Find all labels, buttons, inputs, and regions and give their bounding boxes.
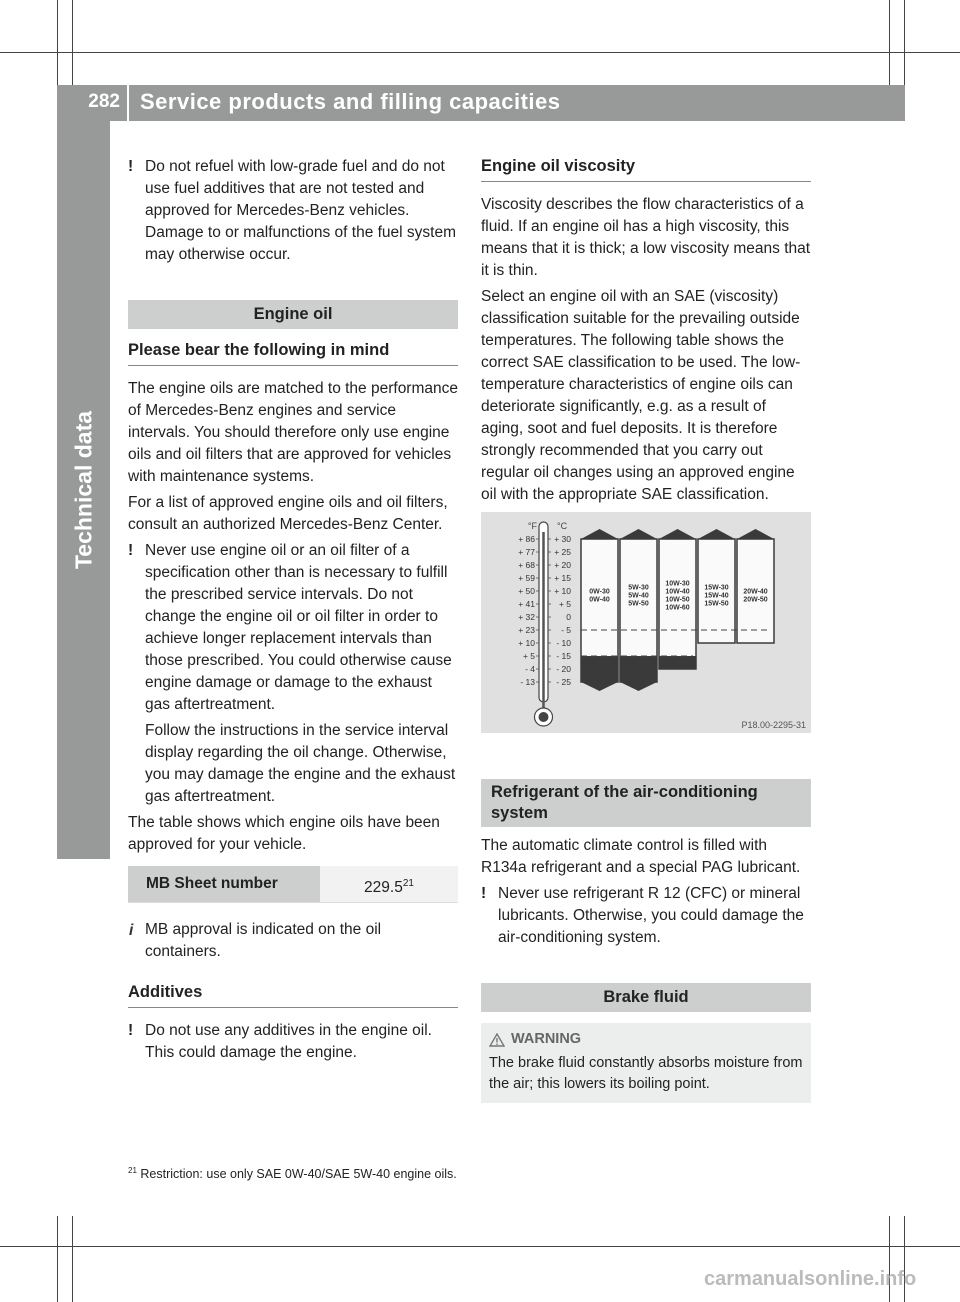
brake-fluid-heading: Brake fluid bbox=[481, 983, 811, 1012]
footnote bbox=[128, 1166, 457, 1181]
fuel-warning bbox=[128, 156, 458, 266]
viscosity-grade-label: 15W-40 bbox=[704, 592, 729, 600]
crop-mark bbox=[0, 1246, 960, 1247]
warning-title bbox=[489, 1029, 803, 1050]
temp-f-label: + 59 bbox=[518, 573, 535, 583]
info-note bbox=[128, 919, 458, 963]
right-column bbox=[481, 155, 811, 1103]
viscosity-heading: Engine oil viscosity bbox=[481, 155, 811, 182]
temp-c-label: 0 bbox=[566, 612, 571, 622]
footnote-text: Restriction: use only SAE 0W-40/SAE 5W-40 engine oils. bbox=[140, 1167, 457, 1182]
page-title: Service products and filling capacities bbox=[140, 89, 561, 114]
page-number: 282 bbox=[88, 91, 120, 112]
exclamation-icon: ! bbox=[481, 885, 487, 902]
figure-code: P18.00-2295-31 bbox=[741, 720, 806, 730]
unit-f-label: °F bbox=[527, 521, 537, 531]
viscosity-grade-label: 20W-40 bbox=[743, 588, 768, 596]
viscosity-grade-label: 15W-50 bbox=[704, 600, 729, 608]
temp-c-label: - 15 bbox=[556, 651, 571, 661]
viscosity-grade-label: 10W-40 bbox=[665, 588, 690, 596]
table-header: MB Sheet number bbox=[128, 866, 320, 902]
footnote-ref: 21 bbox=[402, 878, 414, 889]
column-arrow-bottom bbox=[620, 682, 657, 691]
crop-mark bbox=[0, 52, 960, 53]
crop-mark bbox=[904, 0, 905, 86]
viscosity-bar-dark bbox=[581, 656, 618, 682]
paragraph: The engine oils are matched to the performance of Mercedes-Benz engines and service intervals. You should therefore only use engine oils and oil filters that are approved for vehicles with maintenance systems. bbox=[128, 380, 458, 485]
viscosity-grade-label: 10W-50 bbox=[665, 596, 690, 604]
temp-f-label: - 4 bbox=[525, 664, 535, 674]
viscosity-grade-label: 5W-50 bbox=[628, 600, 649, 608]
temp-f-label: - 13 bbox=[520, 677, 535, 687]
column-arrow-bottom bbox=[581, 682, 618, 691]
temp-f-label: + 10 bbox=[518, 638, 535, 648]
temp-f-label: + 5 bbox=[522, 651, 535, 661]
temp-f-label: + 50 bbox=[518, 586, 535, 596]
header-divider bbox=[127, 85, 129, 121]
column-arrow-top bbox=[698, 529, 735, 539]
temp-f-label: + 32 bbox=[518, 612, 535, 622]
viscosity-grade-label: 15W-30 bbox=[704, 584, 729, 592]
temp-f-label: + 86 bbox=[518, 534, 535, 544]
additives-warning-text: Do not use any additives in the engine oil. This could damage the engine. bbox=[145, 1022, 432, 1061]
paragraph: The automatic climate control is filled with R134a refrigerant and a special PAG lubricant. bbox=[481, 837, 801, 876]
viscosity-grade-label: 10W-60 bbox=[665, 604, 690, 612]
temp-f-label: + 68 bbox=[518, 560, 535, 570]
temp-f-label: + 41 bbox=[518, 599, 535, 609]
oil-warning bbox=[128, 540, 458, 716]
paragraph: The table shows which engine oils have been approved for your vehicle. bbox=[128, 814, 440, 853]
crop-mark bbox=[889, 0, 890, 86]
temp-c-label: - 25 bbox=[556, 677, 571, 687]
column-arrow-top bbox=[737, 529, 774, 539]
fuel-warning-text: Do not refuel with low-grade fuel and do not use fuel additives that are not tested and approved for Mercedes-Benz vehicles. Damage to or malfunctions of the fuel system may otherwise occur. bbox=[145, 158, 457, 263]
column-arrow-top bbox=[659, 529, 696, 539]
temp-c-label: - 20 bbox=[556, 664, 571, 674]
temp-c-label: - 10 bbox=[556, 638, 571, 648]
temp-c-label: + 20 bbox=[554, 560, 571, 570]
column-arrow-top bbox=[620, 529, 657, 539]
unit-c-label: °C bbox=[557, 521, 568, 531]
watermark: carmanualsonline.info bbox=[704, 1268, 917, 1290]
info-icon: i bbox=[129, 922, 134, 939]
temp-f-label: + 23 bbox=[518, 625, 535, 635]
thermometer-bulb-fill bbox=[539, 712, 549, 722]
viscosity-grade-label: 0W-40 bbox=[589, 596, 610, 604]
viscosity-grade-label: 20W-50 bbox=[743, 596, 768, 604]
temp-c-label: + 5 bbox=[558, 599, 571, 609]
viscosity-grade-label: 0W-30 bbox=[589, 588, 610, 596]
table-cell bbox=[320, 866, 458, 902]
refrigerant-heading-text: Refrigerant of the air-conditioning system bbox=[491, 783, 758, 822]
paragraph: Follow the instructions in the service interval display regarding the oil change. Otherwise, you may damage the engine and the exhaust gas aftertreatment. bbox=[145, 722, 456, 805]
viscosity-chart bbox=[481, 512, 811, 733]
refrigerant-warning-text: Never use refrigerant R 12 (CFC) or mineral lubricants. Otherwise, you could damage the air-conditioning system. bbox=[498, 885, 804, 946]
brake-warning-box bbox=[481, 1023, 811, 1103]
crop-mark bbox=[72, 0, 73, 86]
oil-warning-text: Never use engine oil or an oil filter of a specification other than is necessary to fulfill the prescribed service intervals. Do not change the engine oil or oil filter in order to achieve longer replacement intervals than those prescribed. You could otherwise cause engine damage or damage to the exhaust gas aftertreatment. bbox=[145, 542, 452, 713]
crop-mark bbox=[72, 1216, 73, 1302]
refrigerant-warning bbox=[481, 883, 811, 949]
engine-oil-heading: Engine oil bbox=[128, 300, 458, 329]
viscosity-chart-svg bbox=[481, 512, 811, 733]
viscosity-grade-label: 5W-40 bbox=[628, 592, 649, 600]
temp-f-label: + 77 bbox=[518, 547, 535, 557]
viscosity-bar-dark bbox=[620, 656, 657, 682]
warning-text: The brake fluid constantly absorbs moisture from the air; this lowers its boiling point. bbox=[489, 1055, 803, 1092]
paragraph: For a list of approved engine oils and oil filters, consult an authorized Mercedes-Benz Center. bbox=[128, 494, 448, 533]
additives-heading: Additives bbox=[128, 981, 458, 1008]
warning-title-text: WARNING bbox=[511, 1031, 582, 1047]
side-tab-label: Technical data bbox=[70, 410, 97, 570]
exclamation-icon: ! bbox=[128, 158, 134, 175]
viscosity-grade-label: 5W-30 bbox=[628, 584, 649, 592]
temp-c-label: + 10 bbox=[554, 586, 571, 596]
left-column bbox=[128, 156, 458, 1068]
temp-c-label: + 15 bbox=[554, 573, 571, 583]
warning-triangle-icon bbox=[489, 1033, 505, 1047]
temp-c-label: + 25 bbox=[554, 547, 571, 557]
viscosity-grade-label: 10W-30 bbox=[665, 580, 690, 588]
viscosity-bar-dark bbox=[659, 656, 696, 669]
temp-c-label: + 30 bbox=[554, 534, 571, 544]
temp-c-label: - 5 bbox=[561, 625, 571, 635]
additives-warning bbox=[128, 1020, 458, 1064]
info-text: MB approval is indicated on the oil containers. bbox=[145, 921, 382, 960]
sheet-number: 229.5 bbox=[364, 879, 403, 897]
refrigerant-heading bbox=[481, 779, 811, 827]
crop-mark bbox=[57, 0, 58, 86]
exclamation-icon: ! bbox=[128, 542, 134, 559]
paragraph: Select an engine oil with an SAE (viscosity) classification suitable for the prevailing outside temperatures. The following table shows the correct SAE classification to be used. The low-temperature characteristics of engine oils can deteriorate significantly, e.g. as a result of aging, soot and fuel deposits. It is therefore strongly recommended that you carry out regular oil changes using an approved engine oil with the appropriate SAE classification. bbox=[481, 288, 801, 503]
mb-sheet-table bbox=[128, 866, 458, 903]
paragraph: Viscosity describes the flow characteristics of a fluid. If an engine oil has a high viscosity, this means that it is thick; a low viscosity means that it is thin. bbox=[481, 196, 811, 279]
column-arrow-top bbox=[581, 529, 618, 539]
bear-in-mind-heading: Please bear the following in mind bbox=[128, 339, 458, 366]
crop-mark bbox=[57, 1216, 58, 1302]
exclamation-icon: ! bbox=[128, 1022, 134, 1039]
footnote-marker: 21 bbox=[128, 1166, 137, 1175]
